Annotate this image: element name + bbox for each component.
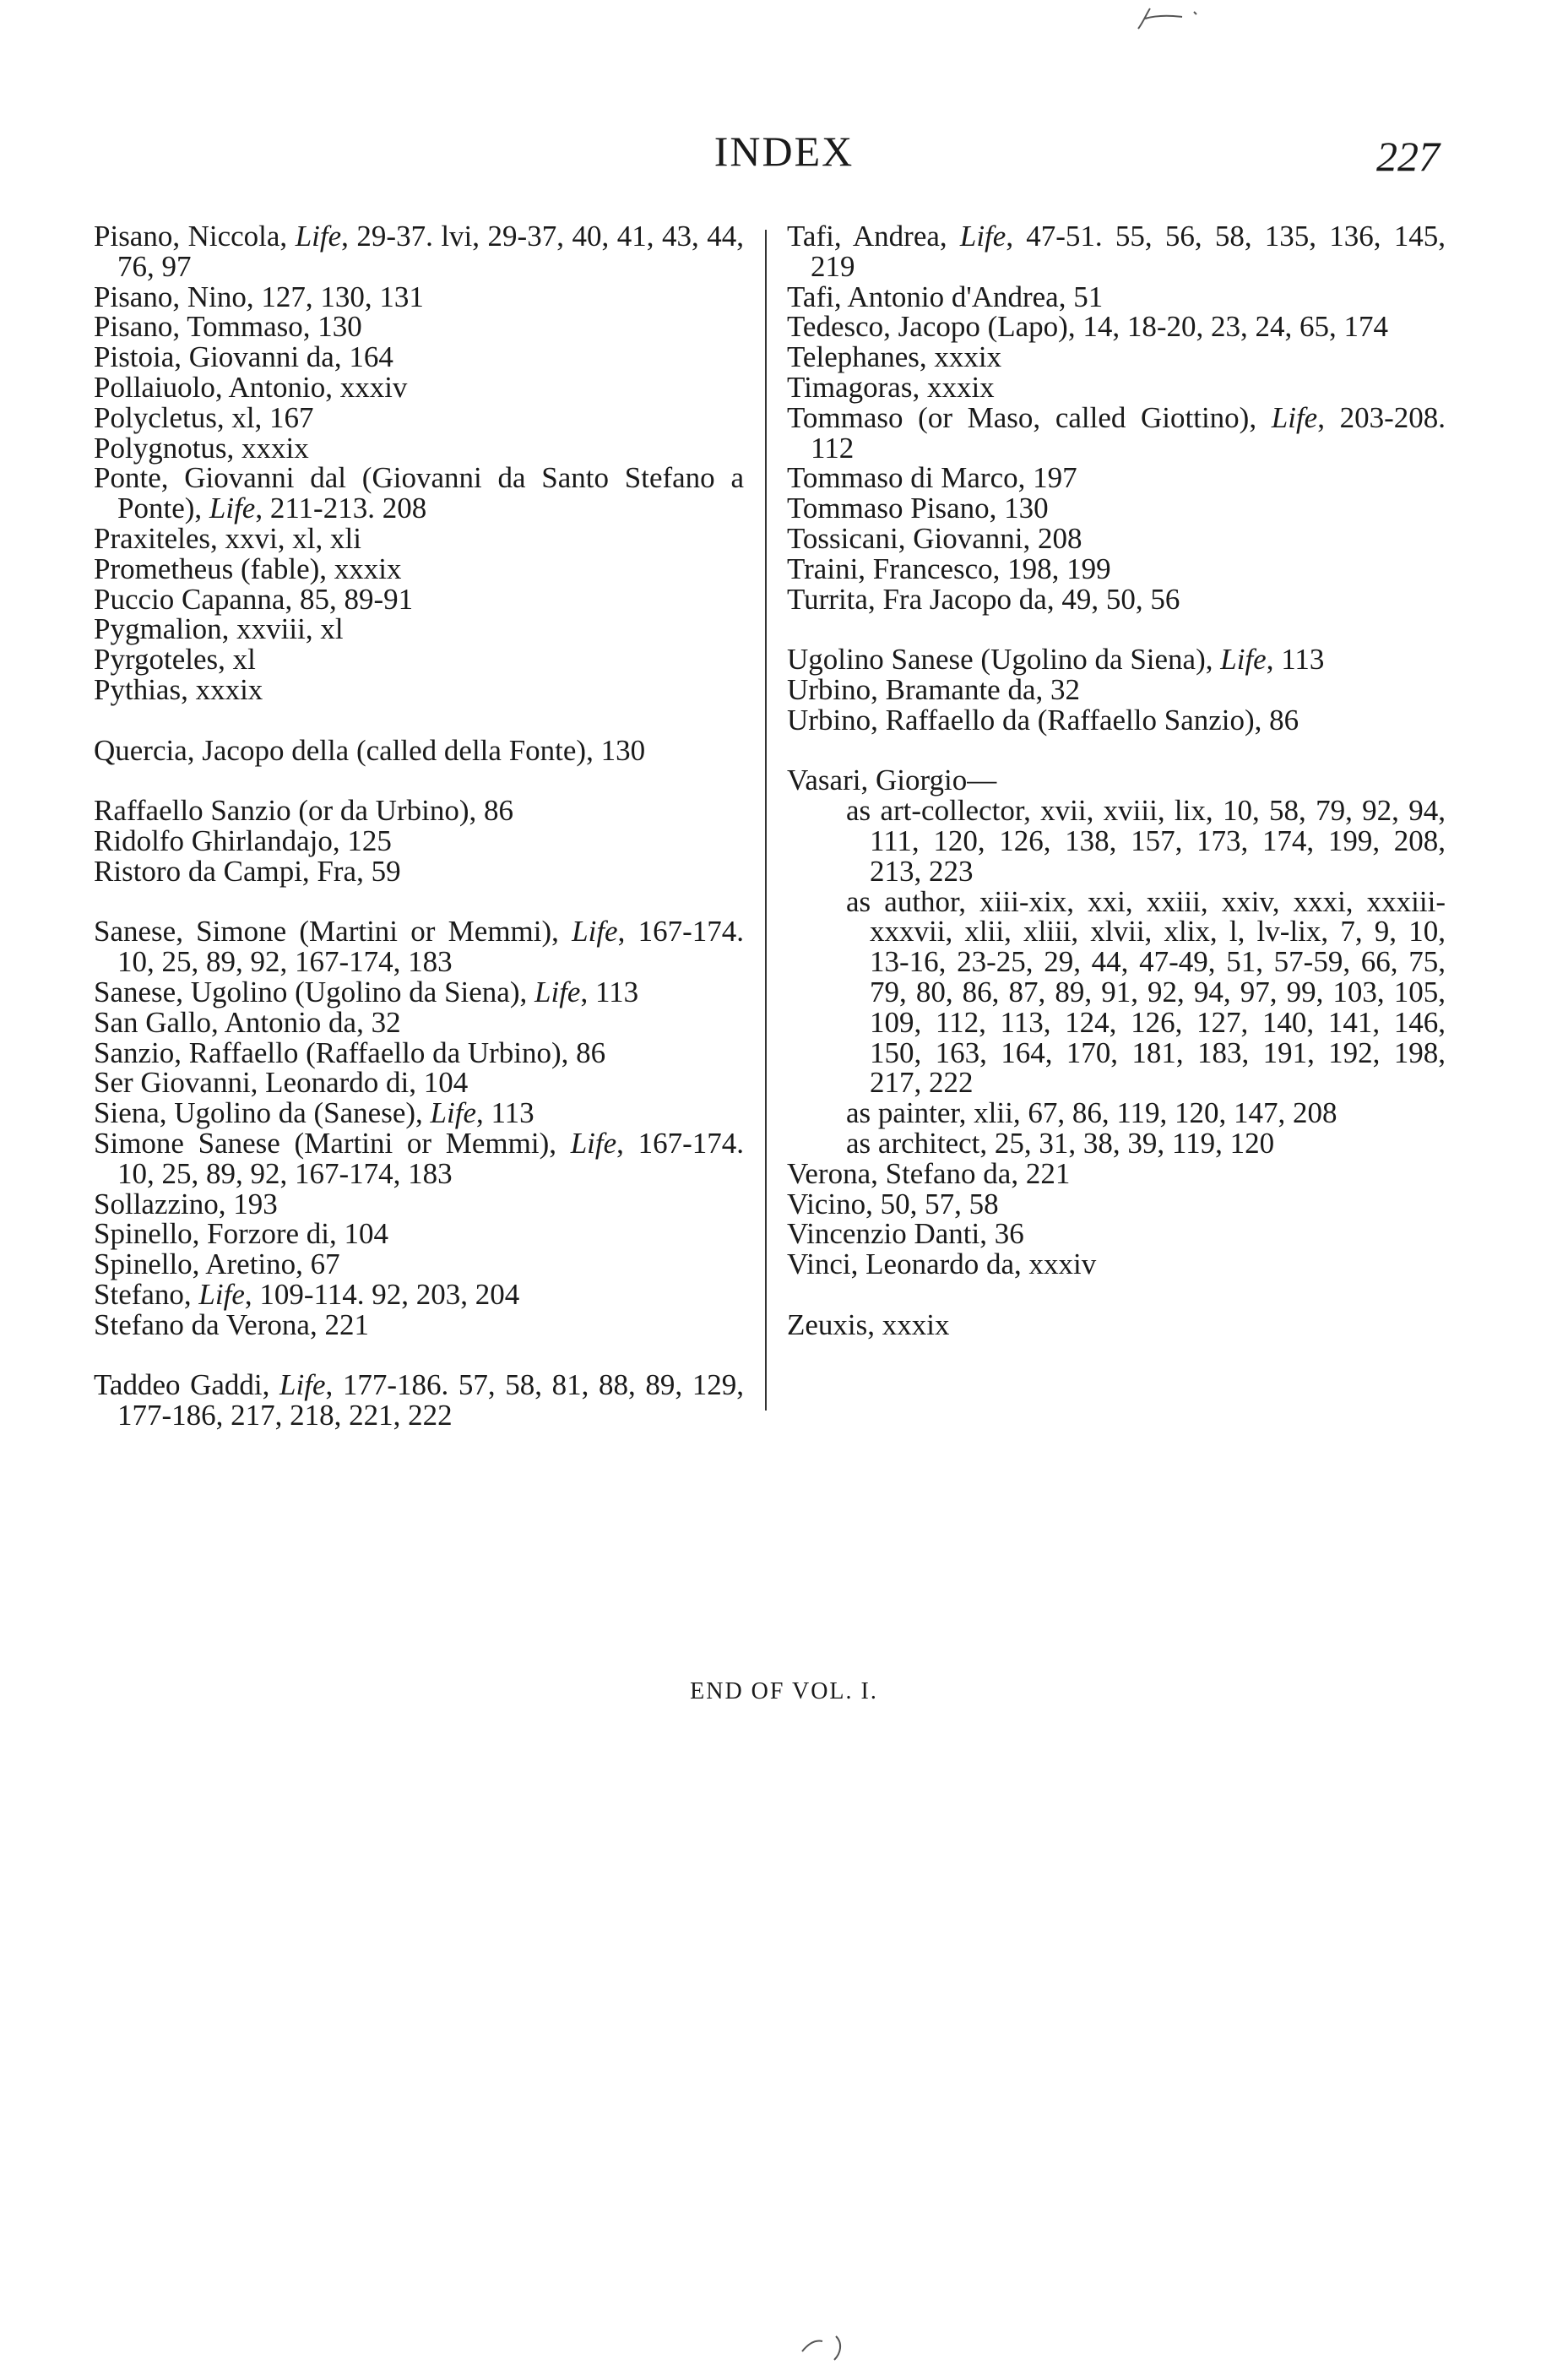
index-entry: Pythias, xxxix [94, 672, 263, 706]
index-entry: Urbino, Raffaello da (Raffaello Sanzio), 86 [787, 703, 1299, 737]
index-subentry: as architect, 25, 31, 38, 39, 119, 120 [846, 1126, 1275, 1160]
section-gap [787, 1280, 1446, 1310]
index-entry: Sollazzino, 193 [94, 1187, 278, 1220]
index-entry: Pistoia, Giovanni da, 164 [94, 340, 393, 374]
page-number: 227 [1376, 133, 1440, 180]
index-entry: Sanzio, Raffaello (Raffaello da Urbino), 86 [94, 1036, 606, 1069]
index-entry: Pisano, Niccola, Life, 29-37. lvi, 29-37, 40, 41, 43, 44, 76, 97 [94, 220, 744, 283]
index-entry: Tafi, Andrea, Life, 47-51. 55, 56, 58, 135, 136, 145, 219 [787, 220, 1446, 283]
section-gap [94, 887, 744, 917]
index-entry: Vicino, 50, 57, 58 [787, 1187, 999, 1220]
index-entry: Tommaso di Marco, 197 [787, 461, 1077, 495]
index-entry: Pollaiuolo, Antonio, xxxiv [94, 370, 408, 404]
index-entry: Stefano, Life, 109-114. 92, 203, 204 [94, 1277, 520, 1311]
section-gap [94, 1340, 744, 1370]
index-entry: Tossicani, Giovanni, 208 [787, 521, 1082, 555]
index-entry: Pisano, Nino, 127, 130, 131 [94, 280, 424, 313]
index-entry: Vasari, Giorgio— [787, 764, 997, 797]
index-entry: Quercia, Jacopo della (called della Fonte), 130 [94, 733, 646, 767]
index-entry: Taddeo Gaddi, Life, 177-186. 57, 58, 81, 88, 89, 129, 177-186, 217, 218, 221, 222 [94, 1368, 745, 1432]
index-column-left [94, 221, 744, 1431]
index-subentry: as art-collector, xvii, xviii, lix, 10, 58, 79, 92, 94, 111, 120, 126, 138, 157, 173, 174, 199, 208, 213, 223 [846, 794, 1446, 888]
index-entry: Sanese, Ugolino (Ugolino da Siena), Life, 113 [94, 975, 639, 1008]
index-entry: Tafi, Antonio d'Andrea, 51 [787, 280, 1104, 313]
pencil-mark-icon [794, 2329, 853, 2363]
index-entry: Prometheus (fable), xxxix [94, 552, 402, 585]
index-entry: Polygnotus, xxxix [94, 431, 309, 465]
index-entry: Pisano, Tommaso, 130 [94, 310, 362, 344]
index-entry: Ristoro da Campi, Fra, 59 [94, 854, 401, 888]
index-entry: Pygmalion, xxviii, xl [94, 612, 344, 646]
index-entry: Timagoras, xxxix [787, 370, 995, 404]
section-gap [787, 614, 1446, 644]
index-entry: Tedesco, Jacopo (Lapo), 14, 18-20, 23, 24, 65, 174 [787, 310, 1388, 344]
index-entry: Zeuxis, xxxix [787, 1307, 950, 1341]
index-entry: Ser Giovanni, Leonardo di, 104 [94, 1066, 469, 1100]
end-of-volume: END OF VOL. I. [690, 1678, 878, 1704]
index-entry: Tommaso (or Maso, called Giottino), Life, 203-208. 112 [787, 400, 1446, 465]
index-entry: Turrita, Fra Jacopo da, 49, 50, 56 [787, 582, 1180, 616]
index-entry: Verona, Stefano da, 221 [787, 1156, 1071, 1190]
index-entry: Ridolfo Ghirlandajo, 125 [94, 824, 392, 857]
index-entry: Polycletus, xl, 167 [94, 400, 314, 434]
index-entry: Spinello, Forzore di, 104 [94, 1217, 388, 1251]
index-entry: Tommaso Pisano, 130 [787, 492, 1049, 525]
section-gap [94, 705, 744, 736]
index-entry: San Gallo, Antonio da, 32 [94, 1005, 401, 1039]
pencil-mark-icon [1131, 3, 1207, 37]
index-column-right [787, 221, 1446, 1340]
index-entry: Telephanes, xxxix [787, 340, 1002, 374]
index-entry: Vincenzio Danti, 36 [787, 1217, 1024, 1251]
column-divider [765, 230, 767, 1411]
index-entry: Simone Sanese (Martini or Memmi), Life, 167-174. 10, 25, 89, 92, 167-174, 183 [94, 1126, 744, 1190]
index-entry: Traini, Francesco, 198, 199 [787, 552, 1111, 585]
index-entry: Ugolino Sanese (Ugolino da Siena), Life, 113 [787, 643, 1325, 677]
index-entry: Siena, Ugolino da (Sanese), Life, 113 [94, 1096, 534, 1130]
page-title: INDEX [713, 128, 855, 175]
section-gap [787, 736, 1446, 766]
index-entry: Stefano da Verona, 221 [94, 1307, 369, 1341]
index-entry: Urbino, Bramante da, 32 [787, 672, 1080, 706]
index-entry: Pyrgoteles, xl [94, 643, 256, 677]
index-entry: Ponte, Giovanni dal (Giovanni da Santo Stefano a Ponte), Life, 211-213. 208 [94, 461, 744, 525]
index-subentry: as author, xiii-xix, xxi, xxiii, xxiv, xxxi, xxxiii-xxxvii, xlii, xliii, xlvii, xlix, l, lv-lix, 7, 9, 10, 13-16, 23-25, 29, 44, 47-49, 51, 57-59, 66, 75, 79, 80, 86, 87, 89, 91, 92, 94, 97, 99, 103, 105, 109, 112, 113, 124, 126, 127, 140, 141, 146, 150, 163, 164, 170, 181, 183, 191, 192, 198, 217, 222 [846, 884, 1446, 1100]
index-subentry: as painter, xlii, 67, 86, 119, 120, 147, 208 [846, 1096, 1337, 1130]
index-entry: Raffaello Sanzio (or da Urbino), 86 [94, 794, 513, 828]
index-entry: Puccio Capanna, 85, 89-91 [94, 582, 414, 616]
index-entry: Vinci, Leonardo da, xxxiv [787, 1248, 1097, 1281]
index-entry: Sanese, Simone (Martini or Memmi), Life, 167-174. 10, 25, 89, 92, 167-174, 183 [94, 915, 744, 979]
index-entry: Praxiteles, xxvi, xl, xli [94, 521, 361, 555]
index-entry: Spinello, Aretino, 67 [94, 1248, 340, 1281]
section-gap [94, 765, 744, 796]
